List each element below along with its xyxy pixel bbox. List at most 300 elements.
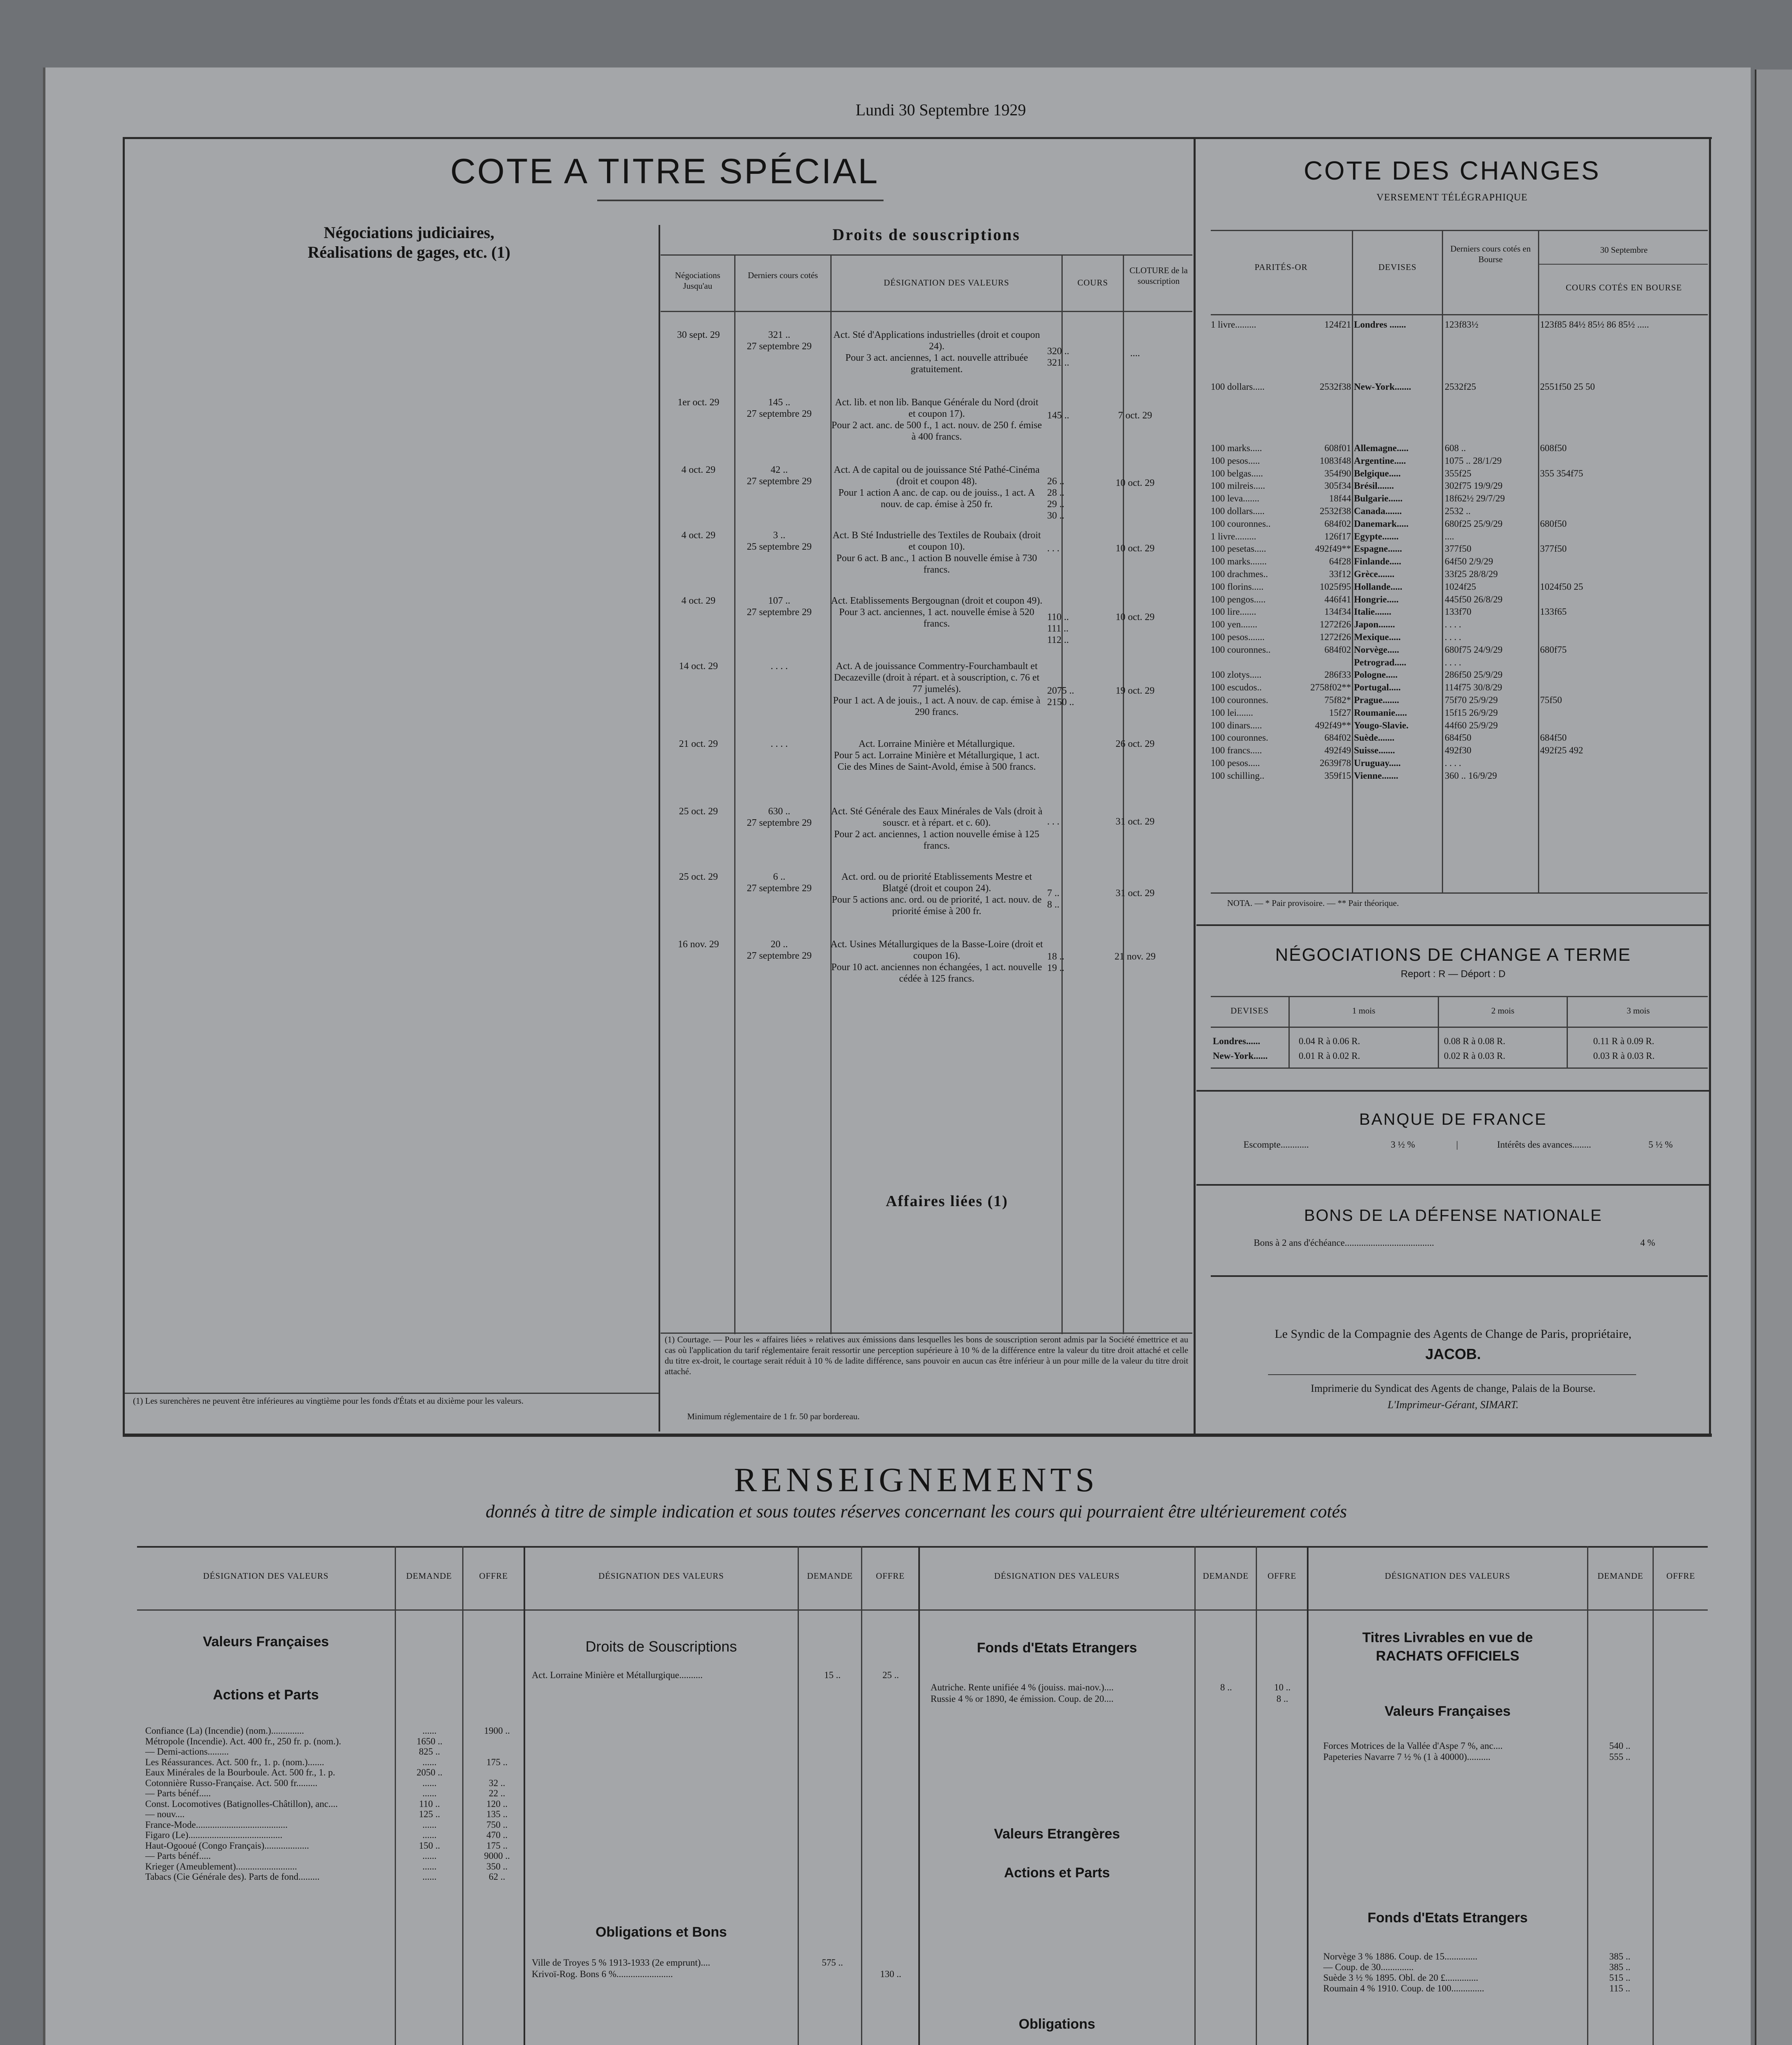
- changes-col-derniers: Derniers cours cotés en Bourse: [1450, 244, 1531, 264]
- change-devise: Petrograd.....: [1354, 657, 1406, 667]
- renseignements-subtitle: donnés à titre de simple indication et sous toutes réserves concernant les cours qui pourraient être ultérieurement cotés: [486, 1501, 1347, 1521]
- ren-col3-offre: OFFRE: [1267, 1571, 1297, 1581]
- change-unit: 1 livre.........: [1211, 319, 1257, 330]
- change-devise: Brésil.......: [1354, 481, 1394, 491]
- change-parite: 33f12: [1329, 569, 1351, 579]
- change-unit: 100 pesos.......: [1211, 632, 1265, 642]
- change-dernier: 133f70: [1445, 607, 1472, 617]
- change-dernier: 680f75 24/9/29: [1445, 644, 1503, 655]
- change-unit: 100 schilling..: [1211, 770, 1264, 781]
- droits-col-designation: DÉSIGNATION DES VALEURS: [884, 278, 1010, 288]
- change-unit: 100 florins.....: [1211, 581, 1264, 592]
- droits-row: 4 oct. 29 3 .. 25 septembre 29 Act. B Sté Industrielle des Textiles de Roubaix (droit et coupon 10). Pour 6 act. B anc., 1 action B nouvelle émise à 730 francs. . . . 10 oct. 29: [681, 530, 1155, 575]
- change-unit: 1 livre.........: [1211, 531, 1257, 542]
- courtage-minimum: Minimum réglementaire de 1 fr. 50 par bordereau.: [687, 1411, 860, 1421]
- renseignements-header-bottom: [137, 1609, 1708, 1611]
- ren-row-offre: 350 ..: [486, 1861, 508, 1872]
- ren-row-demande: ......: [422, 1819, 437, 1830]
- change-devise: Pologne.....: [1354, 670, 1398, 680]
- changes-subtitle: VERSEMENT TÉLÉGRAPHIQUE: [1376, 192, 1528, 203]
- change-parite: 1272f26: [1320, 619, 1351, 630]
- ren-col1-designation: DÉSIGNATION DES VALEURS: [203, 1571, 329, 1581]
- ren-row-demande: ......: [422, 1851, 437, 1861]
- change-parite: 75f82*: [1324, 695, 1351, 705]
- change-dernier: 286f50 25/9/29: [1445, 670, 1503, 680]
- change-dernier: 608 ..: [1445, 443, 1466, 453]
- banque-end-rule: [1196, 1184, 1710, 1186]
- change-dernier: . . . .: [1445, 758, 1461, 768]
- change-parite: 305f34: [1324, 481, 1351, 491]
- renseignements-title: RENSEIGNEMENTS: [734, 1461, 1099, 1499]
- right-rule: [1709, 137, 1711, 1436]
- change-unit: 100 pesos.....: [1211, 455, 1260, 466]
- change-devise: New-York.......: [1354, 382, 1411, 392]
- droits-left-rule: [659, 225, 660, 1432]
- change-devise: Canada.......: [1354, 506, 1402, 516]
- change-devise: Belgique.....: [1354, 468, 1401, 479]
- ren-row-name: — Parts bénéf.....: [145, 1851, 211, 1861]
- change-dernier: 302f75 19/9/29: [1445, 481, 1503, 491]
- change-dernier: 2532 ..: [1445, 506, 1471, 516]
- changes-col-devises: DEVISES: [1378, 262, 1417, 272]
- change-parite: 126f17: [1324, 531, 1351, 542]
- ren-row-name: — Parts bénéf.....: [145, 1788, 211, 1798]
- terme-title: NÉGOCIATIONS DE CHANGE A TERME: [1275, 945, 1631, 965]
- change-row: [1211, 719, 1710, 732]
- change-devise: Grèce.......: [1354, 569, 1394, 579]
- change-devise: Vienne.......: [1354, 770, 1399, 781]
- change-cours: 1024f50 25: [1540, 581, 1583, 592]
- change-devise: Japon.......: [1354, 619, 1395, 630]
- ren-rule-8: [1256, 1546, 1257, 2045]
- ren-row-name: Tabacs (Cie Générale des). Parts de fond.........: [145, 1872, 320, 1882]
- ren-col3-heading-actions: Actions et Parts: [1004, 1865, 1110, 1881]
- droits-row: 16 nov. 29 20 .. 27 septembre 29 Act. Usines Métallurgiques de la Basse-Loire (droit et coupon 16). Pour 10 act. anciennes non échangées, 1 act. nouvelle cédée à 125 francs. 18 .. 19 .. 21 nov. 29: [678, 939, 1156, 984]
- change-devise: Roumanie.....: [1354, 707, 1407, 718]
- ren-row-demande: ......: [422, 1861, 437, 1872]
- change-devise: Italie.......: [1354, 607, 1392, 617]
- change-devise: Suisse.......: [1354, 745, 1395, 756]
- change-parite: 684f02: [1324, 644, 1351, 655]
- syndic-rule: [1268, 1374, 1636, 1375]
- droits-row: 30 sept. 29 321 .. 27 septembre 29 Act. Sté d'Applications industrielles (droit et coupon 24). Pour 3 act. anciennes, 1 act. nouvelle attribuée gratuitement. 320 .. 321 .. ....: [677, 330, 1140, 375]
- changes-date-rule: [1538, 264, 1708, 265]
- ren-row-name: Norvège 3 % 1886. Coup. de 15..............: [1323, 1951, 1477, 1962]
- change-parite: 359f15: [1324, 770, 1351, 781]
- ren-row-demande: 385 ..: [1609, 1951, 1630, 1962]
- change-dernier: 33f25 28/8/29: [1445, 569, 1498, 579]
- realisations-heading: Réalisations de gages, etc. (1): [308, 243, 510, 261]
- change-devise: Uruguay.....: [1354, 758, 1401, 768]
- terme-row: New-York...... 0.01 R à 0.02 R. 0.02 R à 0.03 R. 0.03 R à 0.03 R.: [1213, 1051, 1655, 1061]
- ren-row-name: Forces Motrices de la Vallée d'Aspe 7 %, anc....: [1323, 1741, 1503, 1751]
- judiciaires-heading: Négociations judiciaires,: [324, 223, 495, 242]
- ren-row: [1323, 1951, 1704, 1962]
- ren-row-name: Krieger (Ameublement)..........................: [145, 1861, 297, 1872]
- changes-col-date: 30 Septembre: [1600, 245, 1648, 255]
- ren-rule-7: [1194, 1546, 1196, 2045]
- ren-col2-offre: OFFRE: [876, 1571, 905, 1581]
- ren-col2-row: Act. Lorraine Minière et Métallurgique.......... 15 .. 25 ..: [532, 1670, 899, 1680]
- ren-row-offre: 175 ..: [486, 1757, 508, 1767]
- ren-col4-heading-rachats: RACHATS OFFICIELS: [1376, 1648, 1520, 1664]
- change-row: [1211, 568, 1710, 580]
- change-row: [1211, 492, 1710, 505]
- change-parite: 492f49**: [1315, 544, 1351, 554]
- ren-row-name: Roumain 4 % 1910. Coup. de 100..............: [1323, 1983, 1484, 1993]
- ren-col3-heading-fonds: Fonds d'Etats Etrangers: [977, 1640, 1137, 1656]
- droits-col-derniers: Derniers cours cotés: [748, 270, 818, 280]
- changes-header-top: [1211, 230, 1708, 231]
- ren-col4-offre: OFFRE: [1666, 1571, 1695, 1581]
- change-row: [1211, 643, 1710, 656]
- ren-row: [1323, 1751, 1704, 1762]
- ren-row: [145, 1829, 526, 1840]
- ren-row-name: Suède 3 ½ % 1895. Obl. de 20 £..............: [1323, 1973, 1478, 1983]
- ren-col2-heading-droits: Droits de Souscriptions: [585, 1638, 737, 1655]
- change-dernier: 2532f25: [1445, 382, 1476, 392]
- change-devise: Yougo-Slavie.: [1354, 720, 1409, 730]
- ren-row-offre: 9000 ..: [484, 1851, 510, 1861]
- change-row: [1211, 706, 1710, 719]
- change-unit: 100 escudos..: [1211, 682, 1262, 693]
- ren-row: [145, 1798, 526, 1809]
- change-unit: 100 drachmes..: [1211, 569, 1268, 579]
- change-unit: 100 lire.......: [1211, 607, 1257, 617]
- ren-row-demande: 555 ..: [1609, 1752, 1630, 1762]
- ren-col4-heading-valeurs-francaises: Valeurs Françaises: [1384, 1703, 1511, 1719]
- title-underline: [597, 200, 884, 201]
- ren-row-name: — Coup. de 30..............: [1323, 1962, 1414, 1972]
- changes-nota: NOTA. — * Pair provisoire. — ** Pair théorique.: [1227, 898, 1399, 908]
- change-dernier: 377f50: [1445, 544, 1472, 554]
- ren-row-demande: 1650 ..: [416, 1736, 443, 1746]
- change-unit: 100 marks.......: [1211, 556, 1267, 567]
- change-devise: Bulgarie......: [1354, 493, 1403, 504]
- change-dernier: . . . .: [1445, 619, 1461, 630]
- footnote-rule: [125, 1393, 659, 1394]
- changes-header-bottom: [1211, 314, 1708, 315]
- change-row: [1211, 442, 1710, 454]
- change-row: [1211, 517, 1710, 530]
- change-parite: 608f01: [1324, 443, 1351, 453]
- change-unit: 100 dollars.....: [1211, 506, 1265, 516]
- change-row: [1211, 731, 1710, 744]
- terme-col-2mois: 2 mois: [1491, 1006, 1515, 1016]
- change-row: [1211, 479, 1710, 492]
- change-row: [1211, 467, 1710, 480]
- ren-row-name: — Demi-actions.........: [145, 1746, 229, 1757]
- change-dernier: 15f15 26/9/29: [1445, 707, 1498, 718]
- droits-col-cours: COURS: [1077, 278, 1108, 288]
- droits-row: 4 oct. 29 42 .. 27 septembre 29 Act. A de capital ou de jouissance Sté Pathé-Cinéma (droit et coupon 48). Pour 1 action A anc. de cap. ou de jouiss., 1 act. A nouv. de cap. émise à 250 fr. 26 .. 28 .. 29 .. 30 .. 10 oct. 29: [681, 465, 1155, 521]
- droits-bottom-rule: [661, 1333, 1192, 1334]
- change-unit: 100 yen.......: [1211, 619, 1257, 630]
- change-parite: 684f02: [1324, 518, 1351, 529]
- change-unit: 100 leva.......: [1211, 493, 1259, 504]
- change-parite: 2532f38: [1320, 382, 1351, 392]
- change-cours: 377f50: [1540, 544, 1567, 554]
- ren-col3-heading-obligations: Obligations: [1019, 2016, 1095, 2032]
- change-cours: 133f65: [1540, 607, 1567, 617]
- ren-row-demande: ......: [422, 1872, 437, 1882]
- change-dernier: 114f75 30/8/29: [1445, 682, 1502, 693]
- syndic-name: JACOB.: [1425, 1346, 1481, 1362]
- change-parite: 18f44: [1329, 493, 1351, 504]
- change-parite: 124f21: [1324, 319, 1351, 330]
- change-cours: 680f75: [1540, 644, 1567, 655]
- ren-row-demande: 515 ..: [1609, 1973, 1630, 1983]
- change-row: [1211, 593, 1710, 606]
- change-row: [1211, 580, 1710, 593]
- ren-col2-heading-obligations: Obligations et Bons: [595, 1924, 727, 1940]
- syndic-line: Le Syndic de la Compagnie des Agents de Change de Paris, propriétaire,: [1275, 1327, 1632, 1341]
- change-dernier: . . . .: [1445, 657, 1461, 667]
- change-dernier: 44f60 25/9/29: [1445, 720, 1498, 730]
- changes-bottom-rule: [1211, 892, 1708, 894]
- change-cours: 684f50: [1540, 733, 1567, 743]
- change-parite: 134f34: [1324, 607, 1351, 617]
- change-unit: 100 pengos.....: [1211, 594, 1266, 605]
- changes-end-rule: [1196, 924, 1710, 926]
- change-row: [1211, 618, 1710, 631]
- ren-row-name: — nouv....: [145, 1809, 185, 1819]
- change-devise: Espagne......: [1354, 544, 1402, 554]
- bons-title: BONS DE LA DÉFENSE NATIONALE: [1304, 1207, 1602, 1225]
- ren-row: [145, 1778, 526, 1788]
- change-devise: Norvège.....: [1354, 644, 1399, 655]
- change-cours: 680f50: [1540, 518, 1567, 529]
- renseignements-header-top: [137, 1546, 1708, 1548]
- change-dernier: 1075 .. 28/1/29: [1445, 455, 1502, 466]
- ren-row: [145, 1788, 526, 1798]
- bons-row: Bons à 2 ans d'échéance...................................... 4 %: [1254, 1238, 1655, 1248]
- ren-row: [145, 1736, 526, 1746]
- terme-col-1mois: 1 mois: [1352, 1006, 1376, 1016]
- droits-col-cloture: CLOTURE de la souscription: [1129, 265, 1188, 286]
- change-row: [1211, 542, 1710, 555]
- change-dernier: 684f50: [1445, 733, 1472, 743]
- change-dernier: 360 .. 16/9/29: [1445, 770, 1497, 781]
- change-devise: Argentine.....: [1354, 455, 1406, 466]
- banque-title: BANQUE DE FRANCE: [1359, 1110, 1547, 1128]
- droits-row: 25 oct. 29 630 .. 27 septembre 29 Act. Sté Générale des Eaux Minérales de Vals (droit à souscr. et à répart. et c. 60). Pour 2 act. anciennes, 1 action nouvelle émise à 125 francs. . . . 31 oct. 29: [679, 806, 1155, 851]
- ren-row-offre: 22 ..: [488, 1788, 506, 1798]
- ren-rule-9: [1307, 1546, 1309, 2045]
- ren-row-demande: ......: [422, 1757, 437, 1767]
- terme-row: Londres...... 0.04 R à 0.06 R. 0.08 R à 0.08 R. 0.11 R à 0.09 R.: [1213, 1036, 1655, 1046]
- change-row: [1211, 769, 1710, 782]
- ren-row: [1323, 1972, 1704, 1983]
- ren-row-demande: 825 ..: [419, 1746, 440, 1757]
- droits-row: 21 oct. 29 . . . . Act. Lorraine Minière et Métallurgique. Pour 5 act. Lorraine Minière et Métallurgique, 1 act. Cie des Mines de Saint-Avold, émise à 500 francs. 26 oct. 29: [679, 739, 1155, 772]
- imprimeur-line: L'Imprimeur-Gérant, SIMART.: [1387, 1399, 1519, 1411]
- change-cours: 492f25 492: [1540, 745, 1583, 756]
- change-dernier: 18f62½ 29/7/29: [1445, 493, 1505, 504]
- ren-row-name: Les Réassurances. Act. 500 fr., 1. p. (nom.).......: [145, 1757, 324, 1767]
- change-row: [1211, 380, 1710, 393]
- change-parite: 2639f78: [1320, 758, 1351, 768]
- ren-row-name: Métropole (Incendie). Act. 400 fr., 250 fr. p. (nom.).: [145, 1736, 342, 1746]
- change-dernier: 123f83½: [1445, 319, 1479, 330]
- change-dernier: . . . .: [1445, 632, 1461, 642]
- section-rule: [123, 1434, 1712, 1437]
- terme-bottom: [1211, 1067, 1708, 1069]
- change-unit: 100 couronnes.: [1211, 733, 1268, 743]
- ren-row-demande: ......: [422, 1778, 437, 1788]
- changes-col-cours: COURS COTÉS EN BOURSE: [1565, 283, 1682, 292]
- terme-subtitle: Report : R — Déport : D: [1401, 969, 1506, 980]
- change-row: [1211, 605, 1710, 618]
- page-date: Lundi 30 Septembre 1929: [855, 101, 1026, 119]
- change-unit: 100 francs.....: [1211, 745, 1262, 756]
- change-parite: 2758f02**: [1310, 682, 1351, 693]
- adjacent-page-edge: [1755, 70, 1792, 2045]
- change-unit: 100 couronnes..: [1211, 518, 1271, 529]
- center-rule: [1194, 137, 1196, 1436]
- change-unit: 100 belgas.....: [1211, 468, 1263, 479]
- ren-col4-heading-titres: Titres Livrables en vue de: [1362, 1630, 1533, 1645]
- ren-col2-designation: DÉSIGNATION DES VALEURS: [598, 1571, 724, 1581]
- droits-row: 4 oct. 29 107 .. 27 septembre 29 Act. Etablissements Bergougnan (droit et coupon 49). Pour 3 act. anciennes, 1 act. nouvelle émise à 520 francs. 110 .. 111 .. 112 .. 10 oct. 29: [681, 596, 1155, 645]
- ren-row-demande: 110 ..: [419, 1798, 440, 1809]
- changes-col-parites: PARITÉS-OR: [1255, 262, 1308, 272]
- top-rule: [125, 137, 1712, 139]
- ren-col4-demande: DEMANDE: [1597, 1571, 1644, 1581]
- ren-row-demande: ......: [422, 1788, 437, 1798]
- ren-row-demande: 2050 ..: [416, 1767, 443, 1778]
- ren-col1-heading-actions: Actions et Parts: [213, 1687, 319, 1703]
- change-parite: 15f27: [1329, 707, 1351, 718]
- change-devise: Hongrie.....: [1354, 594, 1399, 605]
- change-parite: 684f02: [1324, 733, 1351, 743]
- droits-header-top: [661, 254, 1192, 256]
- ren-row-demande: ......: [422, 1830, 437, 1840]
- ren-row-offre: 135 ..: [486, 1809, 508, 1819]
- change-cours: 355 354f75: [1540, 468, 1583, 479]
- ren-row: [145, 1767, 526, 1778]
- ren-col1-heading-valeurs-francaises: Valeurs Françaises: [202, 1634, 329, 1649]
- change-unit: 100 pesos.....: [1211, 758, 1260, 768]
- ren-row-offre: 120 ..: [486, 1798, 508, 1809]
- ren-row-offre: 32 ..: [488, 1778, 506, 1788]
- ren-row-offre: 750 ..: [486, 1819, 508, 1830]
- ren-col1-offre: OFFRE: [479, 1571, 508, 1581]
- change-row: [1211, 656, 1710, 669]
- ren-col2-row: Ville de Troyes 5 % 1913-1933 (2e emprunt).... 575 ..: [532, 1957, 843, 1968]
- change-dernier: 1024f25: [1445, 581, 1476, 592]
- change-dernier: 680f25 25/9/29: [1445, 518, 1503, 529]
- change-devise: Danemark.....: [1354, 518, 1409, 529]
- ren-col3-row: Russie 4 % or 1890, 4e émission. Coup. de 20.... 8 ..: [931, 1694, 1288, 1704]
- ren-row-demande: 150 ..: [419, 1840, 440, 1851]
- left-rule: [123, 137, 125, 1436]
- change-row: [1211, 681, 1710, 694]
- change-devise: Hollande.....: [1354, 581, 1403, 592]
- ren-row-name: Papeteries Navarre 7 ½ % (1 à 40000)..........: [1323, 1752, 1491, 1762]
- ren-row-name: Cotonnière Russo-Française. Act. 500 fr.........: [145, 1778, 317, 1788]
- ren-row: [145, 1840, 526, 1851]
- terme-end-rule: [1196, 1090, 1710, 1092]
- change-unit: 100 couronnes.: [1211, 695, 1268, 705]
- change-parite: 1272f26: [1320, 632, 1351, 642]
- ren-row-demande: 115 ..: [1609, 1983, 1630, 1993]
- droits-title: Droits de souscriptions: [832, 225, 1021, 244]
- change-unit: 100 dollars.....: [1211, 382, 1265, 392]
- change-cours: 608f50: [1540, 443, 1567, 453]
- change-devise: Mexique.....: [1354, 632, 1401, 642]
- change-parite: 446f41: [1324, 594, 1351, 605]
- ren-row-name: Figaro (Le)........................................: [145, 1830, 283, 1840]
- droits-row: 25 oct. 29 6 .. 27 septembre 29 Act. ord. ou de priorité Etablissements Mestre et Blatgé (droit et coupon 24). Pour 5 actions anc. ord. ou de priorité, 1 act. nouv. de priorité émise à 200 fr. 7 .. 8 .. 31 oct. 29: [679, 872, 1155, 917]
- change-devise: Allemagne.....: [1354, 443, 1409, 453]
- change-devise: Portugal.....: [1354, 682, 1401, 693]
- ren-row: [145, 1809, 526, 1819]
- ren-row-offre: 1900 ..: [484, 1726, 510, 1736]
- ren-row: [145, 1757, 526, 1767]
- change-row: [1211, 505, 1710, 517]
- change-devise: Suède.......: [1354, 733, 1395, 743]
- changes-title: COTE DES CHANGES: [1304, 156, 1601, 185]
- ren-row: [145, 1850, 526, 1861]
- ren-row: [145, 1725, 526, 1736]
- change-devise: Egypte.......: [1354, 531, 1399, 542]
- bons-end-rule: [1211, 1275, 1708, 1277]
- ren-row-name: Eaux Minérales de la Bourboule. Act. 500 fr., 1. p.: [145, 1767, 335, 1778]
- ren-row: [145, 1746, 526, 1757]
- ren-row-offre: 175 ..: [486, 1840, 508, 1851]
- ren-rule-6: [918, 1546, 920, 2045]
- change-devise: Londres .......: [1354, 319, 1406, 330]
- droits-row: 1er oct. 29 145 .. 27 septembre 29 Act. lib. et non lib. Banque Générale du Nord (droit et coupon 17). Pour 2 act. anc. de 500 f., 1 act. nouv. de 250 f. émise à 400 francs. 145 .. 7 oct. 29: [677, 397, 1152, 442]
- change-parite: 1083f48: [1320, 455, 1351, 466]
- terme-col-3mois: 3 mois: [1626, 1006, 1650, 1016]
- change-unit: 100 couronnes..: [1211, 644, 1271, 655]
- change-row: [1211, 757, 1710, 769]
- change-dernier: 445f50 26/8/29: [1445, 594, 1503, 605]
- change-cours: 2551f50 25 50: [1540, 382, 1595, 392]
- cote-titre-title: COTE A TITRE SPÉCIAL: [450, 152, 879, 191]
- ren-row: [145, 1861, 526, 1872]
- ren-row-demande: 385 ..: [1609, 1962, 1630, 1972]
- ren-row: [145, 1871, 526, 1882]
- change-dernier: 75f70 25/9/29: [1445, 695, 1498, 705]
- droits-header-bottom: [661, 311, 1192, 312]
- ren-col4-heading-fonds: Fonds d'Etats Etrangers: [1367, 1910, 1528, 1926]
- change-parite: 64f28: [1329, 556, 1351, 567]
- ren-row-offre: 62 ..: [488, 1872, 506, 1882]
- change-unit: 100 pesetas.....: [1211, 544, 1266, 554]
- terme-header-bottom: [1211, 1027, 1708, 1028]
- change-parite: 286f33: [1324, 670, 1351, 680]
- ren-row-demande: 125 ..: [419, 1809, 440, 1819]
- ren-row: [1323, 1740, 1704, 1751]
- change-parite: 354f90: [1324, 468, 1351, 479]
- change-unit: 100 marks.....: [1211, 443, 1262, 453]
- change-unit: 100 dinars.....: [1211, 720, 1262, 730]
- ren-col3-demande: DEMANDE: [1203, 1571, 1249, 1581]
- change-dernier: 492f30: [1445, 745, 1472, 756]
- change-row: [1211, 744, 1710, 757]
- ren-row: [1323, 1962, 1704, 1972]
- ren-col3-heading-valeurs-etrangeres: Valeurs Etrangères: [994, 1826, 1120, 1842]
- banque-rates: Escompte............ 3 ½ % | Intérêts des avances........ 5 ½ %: [1243, 1139, 1673, 1150]
- droits-col-negociations: Négociations Jusqu'au: [675, 270, 720, 291]
- courtage-note: (1) Courtage. — Pour les « affaires liées » relatives aux émissions dans lesquelles les bons de souscription seront admis par la Société émettrice et au cas où l'application du tarif réglementaire ferait ressortir une perception supérieure à 10 % de la différence entre la valeur du titre droit attaché et celle du titre ex-droit, le courtage serait réduit à 10 % de ladite différence, sans pouvoir en aucun cas être inférieur à un pour mille de la valeur du titre droit attaché.: [665, 1335, 1188, 1376]
- imprimerie-line: Imprimerie du Syndicat des Agents de change, Palais de la Bourse.: [1311, 1382, 1596, 1394]
- change-unit: 100 milreis.....: [1211, 481, 1265, 491]
- ren-col1-demande: DEMANDE: [406, 1571, 452, 1581]
